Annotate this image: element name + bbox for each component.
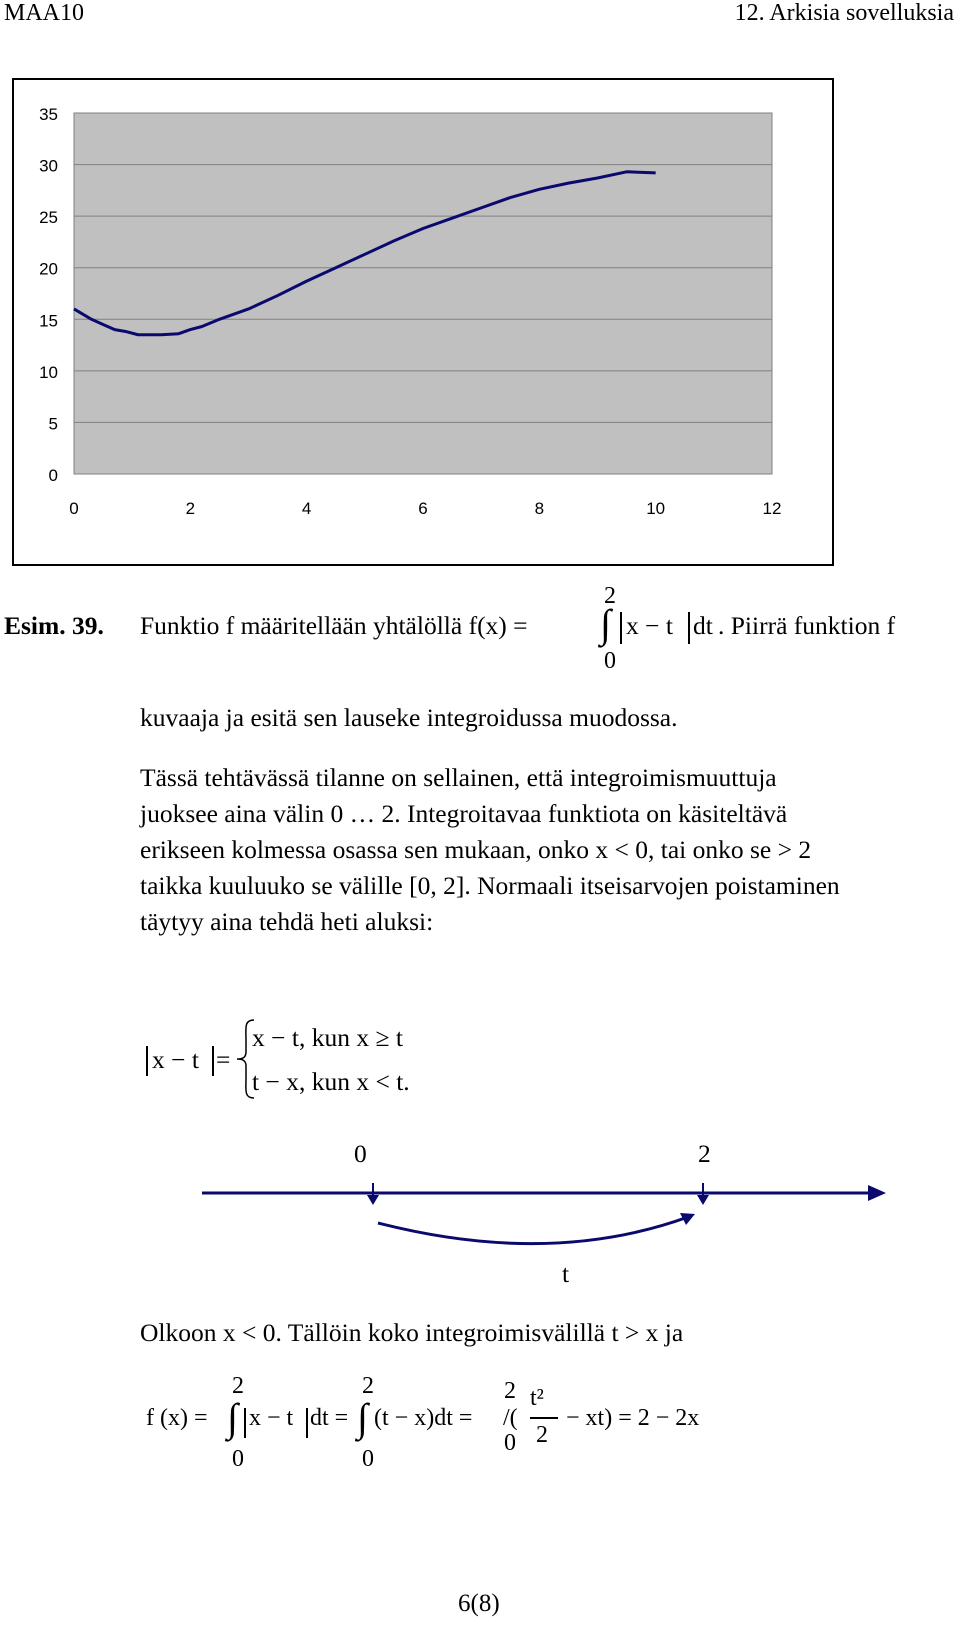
formula-upper-1: 2 bbox=[232, 1373, 244, 1399]
header-left: MAA10 bbox=[4, 0, 85, 26]
number-line-arrowhead-icon bbox=[868, 1185, 886, 1201]
number-line-diagram bbox=[190, 1175, 890, 1285]
formula-frac-bar bbox=[530, 1417, 558, 1419]
page-number: 6(8) bbox=[458, 1590, 500, 1617]
numberline-label-t: t bbox=[562, 1259, 570, 1288]
def-case-2: t − x, kun x < t. bbox=[252, 1067, 410, 1096]
abs-bar-left bbox=[620, 612, 622, 644]
y-tick-label: 25 bbox=[39, 208, 58, 228]
integrand: x − t bbox=[626, 611, 673, 640]
formula-dt-1: dt = bbox=[310, 1405, 349, 1431]
x-tick-label: 12 bbox=[762, 499, 782, 518]
x-tick-label: 6 bbox=[418, 499, 428, 518]
def-abs-bar-left bbox=[146, 1046, 148, 1076]
example-line2: kuvaaja ja esitä sen lauseke integroidussa muodossa. bbox=[140, 703, 678, 732]
y-tick-label: 0 bbox=[48, 466, 58, 485]
y-tick-label: 15 bbox=[39, 311, 58, 331]
integration-arc bbox=[378, 1217, 688, 1244]
paragraph-line-2: juoksee aina välin 0 … 2. Integroitavaa funktiota on käsiteltävä bbox=[140, 799, 788, 828]
formula-lower-2: 0 bbox=[362, 1446, 374, 1472]
numberline-label-0: 0 bbox=[354, 1139, 367, 1168]
formula-upper-2: 2 bbox=[362, 1373, 374, 1399]
tick-2-marker-icon bbox=[697, 1195, 709, 1205]
integral-sign: ∫ bbox=[600, 601, 611, 646]
formula-fx: f (x) = bbox=[146, 1405, 208, 1431]
formula-lower-1: 0 bbox=[232, 1446, 244, 1472]
formula-upper-3: 2 bbox=[504, 1378, 516, 1404]
paragraph-line-1: Tässä tehtävässä tilanne on sellainen, että integroimismuuttuja bbox=[140, 763, 777, 792]
y-tick-label: 35 bbox=[39, 105, 58, 124]
formula-integrand-2: (t − x)dt = bbox=[374, 1405, 473, 1431]
header-right: 12. Arkisia sovelluksia bbox=[734, 0, 954, 26]
formula-integral-1: ∫ bbox=[227, 1395, 238, 1440]
example-label: Esim. 39. bbox=[4, 611, 104, 640]
line-chart bbox=[0, 0, 960, 600]
x-tick-label: 2 bbox=[185, 499, 196, 518]
integral-upper-limit: 2 bbox=[604, 583, 616, 609]
tick-0-marker-icon bbox=[367, 1195, 379, 1205]
paragraph-line-3: erikseen kolmessa osassa sen mukaan, onko x < 0, tai onko se > 2 bbox=[140, 835, 812, 864]
y-tick-label: 20 bbox=[39, 259, 58, 279]
formula-integral-2: ∫ bbox=[357, 1395, 368, 1440]
y-tick-label: 5 bbox=[48, 414, 58, 434]
formula-frac-den: 2 bbox=[536, 1422, 548, 1448]
olkoon-line: Olkoon x < 0. Tällöin koko integroimisvälillä t > x ja bbox=[140, 1318, 684, 1347]
x-tick-label: 8 bbox=[534, 499, 545, 518]
x-tick-label: 4 bbox=[301, 499, 312, 518]
paragraph-line-4: taikka kuuluuko se välille [0, 2]. Normaali itseisarvojen poistaminen bbox=[140, 871, 840, 900]
formula-tail: − xt) = 2 − 2x bbox=[566, 1405, 700, 1431]
formula-inside-1: x − t bbox=[249, 1405, 294, 1431]
def-abs-bar-right bbox=[212, 1046, 214, 1076]
formula-abs-bar-left bbox=[244, 1408, 246, 1438]
formula-lower-3: 0 bbox=[504, 1430, 516, 1456]
formula-abs-bar-right bbox=[306, 1408, 308, 1438]
def-case-1: x − t, kun x ≥ t bbox=[252, 1023, 403, 1052]
example-line1-start: Funktio f määritellään yhtälöllä f(x) = bbox=[140, 611, 528, 640]
def-equals: = bbox=[216, 1045, 231, 1074]
paragraph-line-5: täytyy aina tehdä heti aluksi: bbox=[140, 907, 434, 936]
example-line1-end: . Piirrä funktion f bbox=[718, 611, 896, 640]
y-tick-label: 30 bbox=[39, 156, 58, 176]
integral-lower-limit: 0 bbox=[604, 648, 616, 674]
formula-frac-num: t² bbox=[530, 1385, 544, 1411]
abs-bar-right bbox=[688, 612, 690, 644]
y-tick-label: 10 bbox=[39, 362, 58, 382]
dt: dt bbox=[693, 611, 713, 640]
x-tick-label: 0 bbox=[69, 499, 79, 518]
numberline-label-2: 2 bbox=[698, 1139, 711, 1168]
x-tick-label: 10 bbox=[646, 499, 666, 518]
plot-area bbox=[74, 113, 772, 474]
def-lhs: x − t bbox=[152, 1045, 199, 1074]
formula-slash: /( bbox=[503, 1405, 518, 1431]
